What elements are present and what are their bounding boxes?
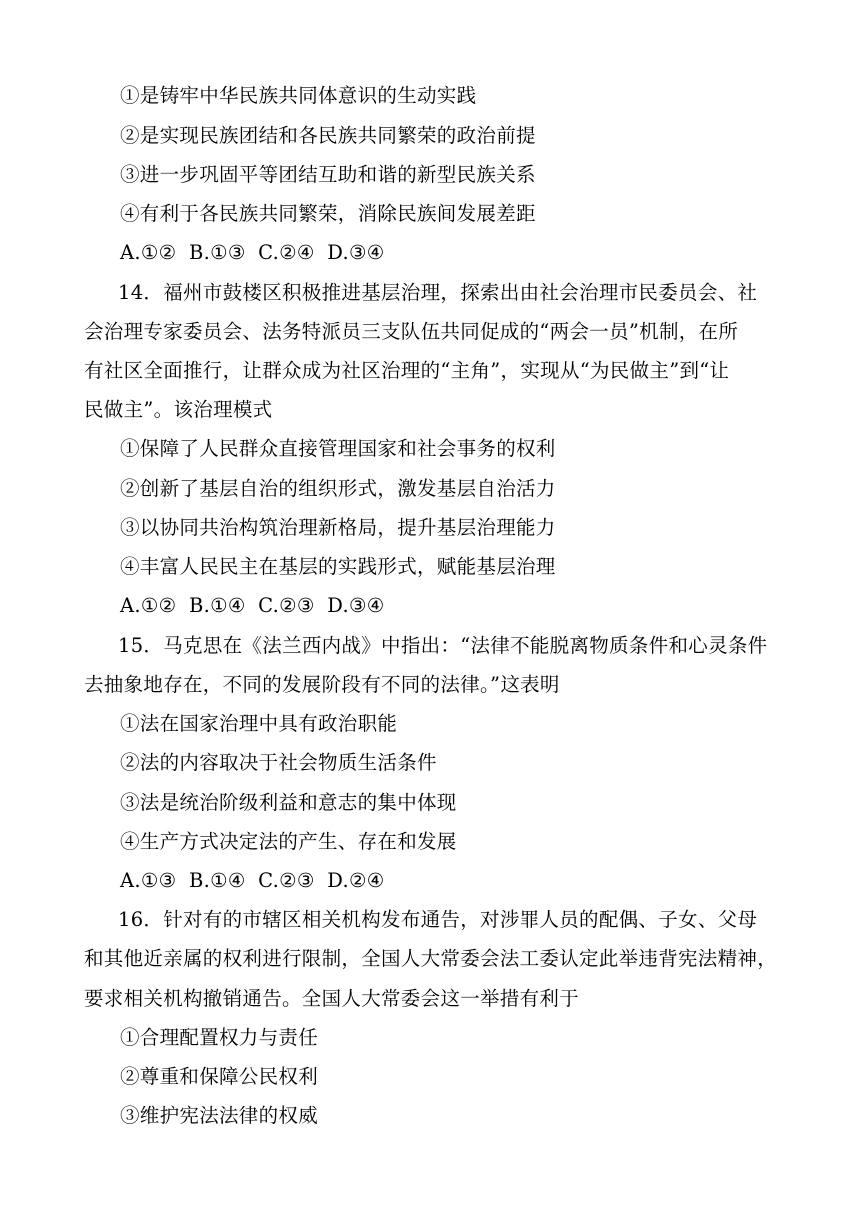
q14-option-2: ②创新了基层自治的组织形式，激发基层自治活力 [120, 477, 556, 500]
q15-stem-line-2: 去抽象地存在，不同的发展阶段有不同的法律。”这表明 [84, 673, 560, 696]
q16-stem-line-3: 要求相关机构撤销通告。全国人大常委会这一举措有利于 [84, 987, 580, 1010]
q14-stem-line-3: 有社区全面推行，让群众成为社区治理的“主角”，实现从“为民做主”到“让 [84, 359, 730, 382]
q14-answer-choices: A.①② B.①④ C.②③ D.③④ [120, 594, 385, 617]
q13-option-3: ③进一步巩固平等团结互助和谐的新型民族关系 [120, 163, 536, 186]
q14-stem-line-1: 14．福州市鼓楼区积极推进基层治理，探索出由社会治理市民委员会、社 [118, 281, 758, 304]
q15-option-4: ④生产方式决定法的产生、存在和发展 [120, 830, 457, 853]
q13-answer-choices: A.①② B.①③ C.②④ D.③④ [120, 241, 385, 264]
q15-option-2: ②法的内容取决于社会物质生活条件 [120, 751, 437, 774]
q14-option-4: ④丰富人民民主在基层的实践形式，赋能基层治理 [120, 555, 556, 578]
q15-answer-choices: A.①③ B.①④ C.②③ D.②④ [120, 869, 385, 892]
q13-option-2: ②是实现民族团结和各民族共同繁荣的政治前提 [120, 124, 536, 147]
q14-option-3: ③以协同共治构筑治理新格局，提升基层治理能力 [120, 516, 556, 539]
q13-option-1: ①是铸牢中华民族共同体意识的生动实践 [120, 84, 477, 107]
q16-stem-line-1: 16．针对有的市辖区相关机构发布通告，对涉罪人员的配偶、子女、父母 [118, 908, 758, 931]
q13-option-4: ④有利于各民族共同繁荣，消除民族间发展差距 [120, 202, 536, 225]
q15-stem-line-1: 15．马克思在《法兰西内战》中指出：“法律不能脱离物质条件和心灵条件 [118, 634, 768, 657]
q14-stem-line-4: 民做主”。该治理模式 [84, 398, 273, 421]
q15-option-1: ①法在国家治理中具有政治职能 [120, 712, 398, 735]
q16-option-3: ③维护宪法法律的权威 [120, 1104, 319, 1127]
q16-stem-line-2: 和其他近亲属的权利进行限制，全国人大常委会法工委认定此举违背宪法精神， [84, 947, 778, 970]
q16-option-1: ①合理配置权力与责任 [120, 1026, 319, 1049]
q15-option-3: ③法是统治阶级利益和意志的集中体现 [120, 791, 457, 814]
q14-option-1: ①保障了人民群众直接管理国家和社会事务的权利 [120, 437, 556, 460]
q16-option-2: ②尊重和保障公民权利 [120, 1065, 319, 1088]
q14-stem-line-2: 会治理专家委员会、法务特派员三支队伍共同促成的“两会一员”机制，在所 [84, 320, 739, 343]
